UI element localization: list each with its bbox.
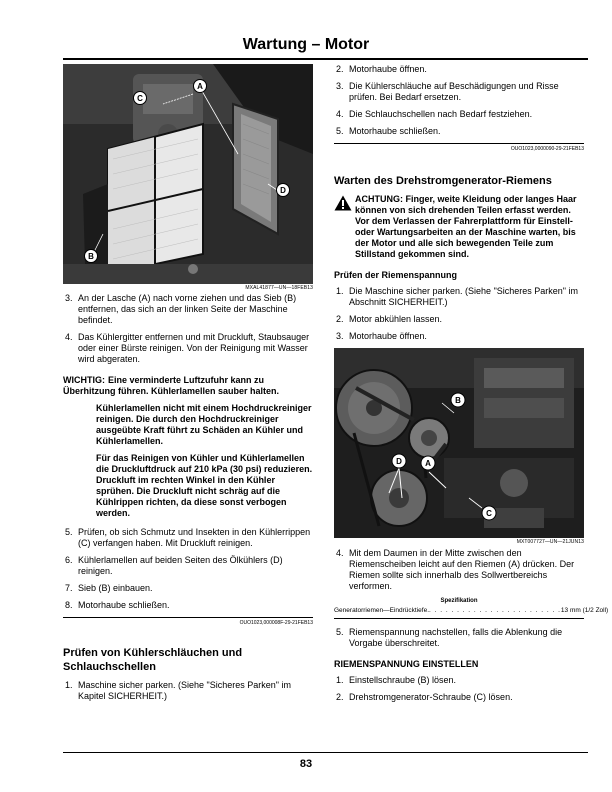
svg-text:D: D: [396, 457, 402, 466]
callout-d-icon: [277, 184, 290, 197]
callout-c-icon: [482, 506, 496, 520]
svg-text:D: D: [280, 186, 286, 195]
left-column: [63, 64, 313, 708]
svg-text:B: B: [88, 252, 94, 261]
spec-value: 13 mm (1/2 Zoll): [560, 607, 609, 614]
steps-list-hoses: [63, 680, 313, 702]
svg-text:B: B: [455, 396, 461, 405]
list-item: 5. Riemenspannung nachstellen, falls die Ablenkung die Vorgabe überschreitet.: [336, 627, 563, 648]
svg-text:C: C: [486, 509, 492, 518]
list-item: 2. Motor abkühlen lassen.: [336, 314, 443, 324]
list-item: 4. Mit dem Daumen in der Mitte zwischen den Riemenscheiben leicht auf den Riemen (A) drücken. Der Riemen sollte sich innerhalb des Sollwertbereichs verformen.: [336, 548, 575, 591]
steps-list-adjust: [334, 675, 584, 703]
list-item: 3. An der Lasche (A) nach vorne ziehen und das Sieb (B) entfernen, das sich an der linken Seite der Maschine befindet.: [65, 293, 297, 325]
list-item: 6. Kühlerlamellen auf beiden Seiten des Ölkühlers (D) reinigen.: [65, 555, 283, 576]
radiator-screen-photo: [63, 64, 313, 284]
important-notice: WICHTIG: Eine verminderte Luftzufuhr kann zu Überhitzung führen. Kühlerlamellen sauber halten. Kühlerlamellen nicht mit einem Hochdruckreiniger reinigen. Die durch den Hochdruckreiniger ausgeübte Kraft führt zu Schäden an Kühler und Kühlerlamellen. Für das Reinigen von Kühler und Kühlerlamellen die Druckluftdruck auf 210 kPa (30 psi) reduzieren. Druckluft im rechten Winkel in den Kühler sprühen. Die Druckluft nicht schräg auf die Kühlrippen richten, da diese sonst verbogen werden.: [63, 375, 313, 518]
footer-rule: [63, 752, 588, 753]
page-number: 83: [299, 758, 313, 770]
section-title: Warten des Drehstromgenerator-Riemens: [334, 175, 552, 187]
reference-code: OUO1023,0000090-29-21FEB13: [334, 143, 584, 152]
figure2-caption: MXT007727—UN—21JUN13: [516, 539, 584, 545]
steps-list-tension: [334, 286, 584, 342]
svg-text:A: A: [197, 82, 203, 91]
list-item: 2. Motorhaube öffnen.: [336, 64, 427, 74]
list-item: 3. Die Kühlerschläuche auf Beschädigungen und Risse prüfen. Bei Bedarf ersetzen.: [336, 81, 559, 102]
important-p2: Kühlerlamellen nicht mit einem Hochdruckreiniger reinigen. Die durch den Hochdruckreiniger ausgeübte Kraft führt zu Schäden an Kühler und Kühlerlamellen.: [96, 403, 312, 446]
steps-list-a: [63, 293, 313, 365]
steps-list-top: [334, 64, 584, 137]
important-lead: WICHTIG:: [63, 375, 105, 385]
list-item: 5. Prüfen, ob sich Schmutz und Insekten in den Kühlerrippen (C) verfangen haben. Mit Druckluft reinigen.: [65, 527, 311, 548]
list-item: 2. Drehstromgenerator-Schraube (C) lösen.: [336, 692, 513, 702]
callout-a-icon: [194, 80, 207, 93]
list-item: 4. Das Kühlergitter entfernen und mit Druckluft, Staubsauger oder einer Bürste reinigen. Von der Reinigung mit Wasser wird abgeraten.: [65, 332, 310, 364]
spec-dots: . . . . . . . . . . . . . . . . . . . . . . . .: [429, 607, 561, 614]
right-column: [334, 64, 609, 709]
subsection-title: RIEMENSPANNUNG EINSTELLEN: [334, 659, 479, 669]
figure1-caption: MXAL41877—UN—18FEB13: [245, 285, 313, 291]
list-item: 1. Die Maschine sicher parken. (Siehe "Sicheres Parken" im Abschnitt SICHERHEIT.): [336, 286, 578, 307]
steps-list-adjust-note: [334, 627, 584, 649]
list-item: 4. Die Schlauchschellen nach Bedarf festziehen.: [336, 109, 533, 119]
header-rule: [63, 58, 588, 60]
spec-label: Generatorriemen—Eindrücktiefe.: [334, 607, 430, 614]
caution-notice: ACHTUNG: Finger, weite Kleidung oder langes Haar können von sich drehenden Teilen erfasst werden. Vor dem Verlassen der Fahrerplattform für Einstell- oder Wartungsarbeiten an der Maschine warten, bis der Motor und alle sich bewegenden Teile zum Stillstand gekommen sind.: [334, 194, 584, 260]
spec-row: [334, 607, 609, 619]
section-title: Prüfen von Kühlerschläuchen und Schlauchschellen: [63, 647, 243, 673]
steps-list-b: [63, 527, 313, 611]
subsection-title: Prüfen der Riemenspannung: [334, 270, 458, 280]
spec-title: Spezifikation: [440, 598, 478, 604]
page-title: Wartung – Motor: [242, 36, 370, 53]
svg-text:C: C: [137, 94, 143, 103]
list-item: 7. Sieb (B) einbauen.: [65, 583, 153, 593]
callout-b-icon: [85, 250, 98, 263]
callout-c-icon: [134, 92, 147, 105]
svg-text:A: A: [425, 459, 431, 468]
important-p3: Für das Reinigen von Kühler und Kühlerlamellen die Druckluftdruck auf 210 kPa (30 psi) reduzieren. Druckluft im rechten Winkel in den Kühler sprühen. Die Druckluft nicht schräg auf die Kühlrippen richten, da diese sonst verbogen werden.: [96, 453, 313, 518]
list-item: 8. Motorhaube schließen.: [65, 600, 170, 610]
steps-list-check: [334, 548, 584, 592]
list-item: 1. Einstellschraube (B) lösen.: [336, 675, 457, 685]
list-item: 1. Maschine sicher parken. (Siehe "Sicheres Parken" im Kapitel SICHERHEIT.): [65, 680, 291, 701]
list-item: 5. Motorhaube schließen.: [336, 126, 441, 136]
radiator-screen-figure: [63, 64, 313, 284]
callout-d-icon: [392, 454, 406, 468]
alternator-belt-photo: [334, 348, 584, 538]
callout-b-icon: [451, 393, 465, 407]
callout-a-icon: [421, 456, 435, 470]
alternator-belt-figure: [334, 348, 584, 538]
list-item: 3. Motorhaube öffnen.: [336, 331, 427, 341]
reference-code: OUO1023,000008F-29-21FEB13: [63, 617, 313, 626]
warning-triangle-icon: [334, 195, 352, 211]
